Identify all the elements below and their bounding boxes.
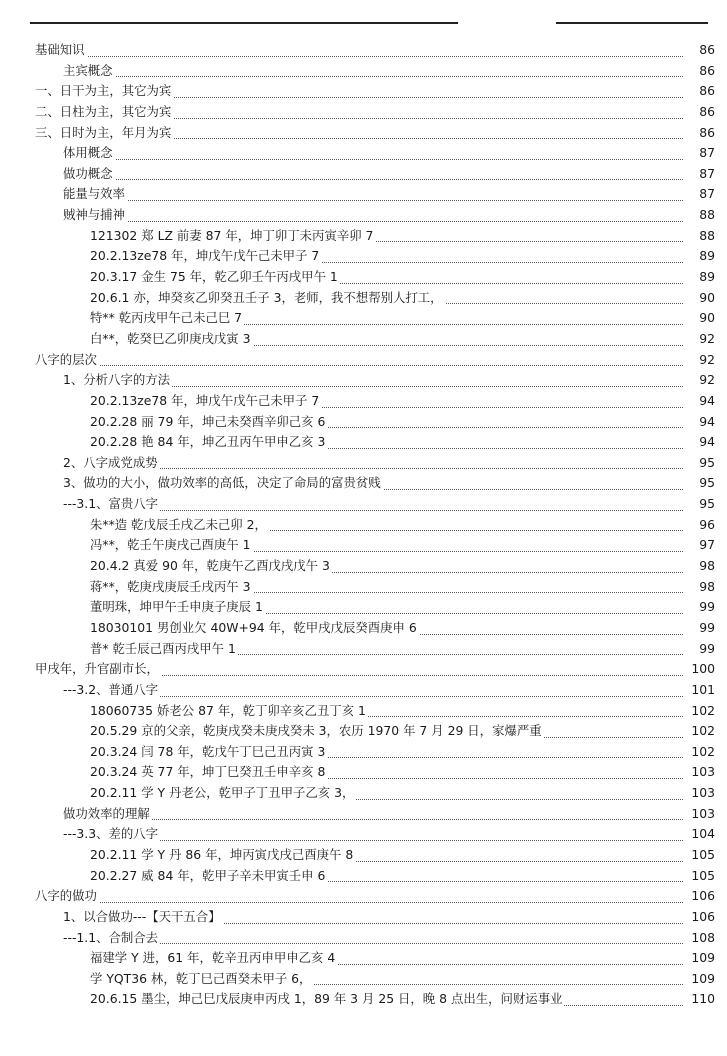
header-rule-right (556, 22, 708, 24)
toc-entry-page: 86 (685, 102, 715, 123)
toc-entry-title: 特** 乾丙戌甲午己未己巳 7 (90, 308, 244, 329)
toc-entry-title: 做功效率的理解 (63, 804, 152, 825)
toc-entry-page: 104 (685, 824, 715, 845)
toc-entry[interactable] (0, 370, 727, 391)
toc-entry-title: 20.5.29 京的父亲，乾庚戌癸未庚戌癸未 3，农历 1970 年 7 月 29 日，家爆严重 (90, 721, 544, 742)
toc-entry-title: ---1.1、合制合去 (63, 928, 160, 949)
toc-entry-page: 95 (685, 494, 715, 515)
toc-entry[interactable] (0, 184, 727, 205)
toc-entry-page: 108 (685, 928, 715, 949)
toc-entry[interactable] (0, 845, 727, 866)
toc-entry[interactable] (0, 659, 727, 680)
toc-entry-page: 86 (685, 123, 715, 144)
toc-entry-title: 一、日干为主，其它为宾 (35, 81, 173, 102)
toc-entry[interactable] (0, 948, 727, 969)
toc-entry-title: 普* 乾壬辰己酉丙戌甲午 1 (90, 639, 238, 660)
toc-entry-page: 87 (685, 143, 715, 164)
toc-entry-page: 105 (685, 845, 715, 866)
toc-entry-title: 20.2.13ze78 年，坤戊午戊午己未甲子 7 (90, 246, 321, 267)
dot-leader (63, 76, 683, 77)
toc-entry-page: 101 (685, 680, 715, 701)
toc-entry-title: 福建学 Y 进，61 年，乾辛丑丙申甲申乙亥 4 (90, 948, 337, 969)
toc-entry-page: 86 (685, 40, 715, 61)
toc-entry[interactable] (0, 81, 727, 102)
toc-entry-title: 18060735 娇老公 87 年，乾丁卯辛亥乙丑丁亥 1 (90, 701, 368, 722)
toc-entry-page: 94 (685, 432, 715, 453)
toc-entry[interactable] (0, 308, 727, 329)
toc-entry-title: 18030101 男创业欠 40W+94 年，乾甲戌戊辰癸酉庚申 6 (90, 618, 419, 639)
toc-entry-page: 99 (685, 639, 715, 660)
toc-entry[interactable] (0, 721, 727, 742)
toc-entry-page: 86 (685, 61, 715, 82)
toc-entry-page: 102 (685, 721, 715, 742)
toc-entry-page: 89 (685, 267, 715, 288)
toc-entry-page: 97 (685, 535, 715, 556)
toc-entry[interactable] (0, 164, 727, 185)
toc-entry-title: 20.2.28 丽 79 年，坤己未癸酉辛卯己亥 6 (90, 412, 327, 433)
toc-entry[interactable] (0, 701, 727, 722)
toc-entry-page: 94 (685, 412, 715, 433)
toc-entry-page: 98 (685, 556, 715, 577)
toc-entry-page: 95 (685, 473, 715, 494)
toc-entry-title: 20.2.27 威 84 年，乾甲子辛未甲寅壬申 6 (90, 866, 327, 887)
toc-entry[interactable] (0, 577, 727, 598)
toc-entry-title: 20.3.24 闫 78 年，乾戊午丁巳己丑丙寅 3 (90, 742, 327, 763)
toc-entry-title: 基础知识 (35, 40, 87, 61)
toc-entry-page: 87 (685, 164, 715, 185)
toc-entry-title: 1、分析八字的方法 (63, 370, 172, 391)
toc-entry-page: 105 (685, 866, 715, 887)
toc-entry[interactable] (0, 866, 727, 887)
toc-entry[interactable] (0, 783, 727, 804)
dot-leader (35, 902, 683, 903)
toc-entry-page: 102 (685, 701, 715, 722)
dot-leader (35, 56, 683, 57)
dot-leader (35, 365, 683, 366)
toc-entry-title: 三、日时为主，年月为宾 (35, 123, 173, 144)
toc-entry-title: 朱**造 乾戊辰壬戌乙未己卯 2， (90, 515, 269, 536)
toc-entry-page: 90 (685, 308, 715, 329)
toc-entry[interactable] (0, 742, 727, 763)
toc-entry[interactable] (0, 267, 727, 288)
toc-entry[interactable] (0, 886, 727, 907)
toc-entry-title: 20.6.1 亦，坤癸亥乙卯癸丑壬子 3，老师，我不想帮别人打工， (90, 288, 445, 309)
toc-entry[interactable] (0, 226, 727, 247)
toc-entry[interactable] (0, 824, 727, 845)
toc-entry-title: 二、日柱为主，其它为宾 (35, 102, 173, 123)
toc-entry-title: 20.2.13ze78 年，坤戊午戊午己未甲子 7 (90, 391, 321, 412)
toc-entry-page: 109 (685, 948, 715, 969)
toc-entry-title: 冯**，乾壬午庚戌己酉庚午 1 (90, 535, 253, 556)
toc-entry-title: 20.2.11 学 Y 丹老公，乾甲子丁丑甲子乙亥 3， (90, 783, 356, 804)
toc-entry-page: 92 (685, 370, 715, 391)
toc-entry-title: 2、八字成党成势 (63, 453, 160, 474)
toc-entry-title: ---3.3、差的八字 (63, 824, 160, 845)
toc-entry[interactable] (0, 246, 727, 267)
toc-entry-page: 87 (685, 184, 715, 205)
toc-entry-title: 董明珠，坤甲午壬申庚子庚辰 1 (90, 597, 265, 618)
toc-entry[interactable] (0, 556, 727, 577)
toc-entry-title: 121302 郑 LZ 前妻 87 年，坤丁卯丁未丙寅辛卯 7 (90, 226, 375, 247)
toc-entry-title: 能量与效率 (63, 184, 127, 205)
dot-leader (63, 179, 683, 180)
table-of-contents (0, 40, 727, 1010)
toc-entry-page: 86 (685, 81, 715, 102)
toc-entry-page: 88 (685, 205, 715, 226)
toc-entry-page: 106 (685, 886, 715, 907)
toc-entry[interactable] (0, 618, 727, 639)
toc-entry-page: 103 (685, 762, 715, 783)
toc-entry-title: 3、做功的大小，做功效率的高低，决定了命局的富贵贫贱 (63, 473, 383, 494)
toc-entry[interactable] (0, 205, 727, 226)
toc-entry-title: 20.6.15 墨尘，坤己巳戊辰庚申丙戌 1，89 年 3 月 25 日，晚 8 点出生，问财运事业 (90, 989, 564, 1010)
toc-entry[interactable] (0, 515, 727, 536)
dot-leader (63, 159, 683, 160)
toc-entry[interactable] (0, 288, 727, 309)
toc-entry[interactable] (0, 969, 727, 990)
toc-entry-title: 20.2.11 学 Y 丹 86 年，坤丙寅戊戌己酉庚午 8 (90, 845, 355, 866)
dot-leader (63, 819, 683, 820)
toc-entry[interactable] (0, 453, 727, 474)
toc-entry-page: 94 (685, 391, 715, 412)
toc-entry[interactable] (0, 597, 727, 618)
toc-entry[interactable] (0, 123, 727, 144)
toc-entry-title: ---3.2、普通八字 (63, 680, 160, 701)
toc-entry-title: ---3.1、富贵八字 (63, 494, 160, 515)
toc-entry[interactable] (0, 40, 727, 61)
header-rule-left (30, 22, 458, 24)
toc-entry[interactable] (0, 61, 727, 82)
toc-entry[interactable] (0, 412, 727, 433)
toc-entry[interactable] (0, 391, 727, 412)
toc-entry-title: 白**，乾癸巳乙卯庚戌戊寅 3 (90, 329, 253, 350)
toc-entry-title: 20.3.24 英 77 年，坤丁巳癸丑壬申辛亥 8 (90, 762, 327, 783)
toc-entry-page: 102 (685, 742, 715, 763)
toc-entry-page: 88 (685, 226, 715, 247)
toc-entry[interactable] (0, 928, 727, 949)
toc-entry[interactable] (0, 350, 727, 371)
toc-entry[interactable] (0, 535, 727, 556)
toc-entry-page: 95 (685, 453, 715, 474)
toc-entry-page: 99 (685, 597, 715, 618)
toc-entry-page: 90 (685, 288, 715, 309)
toc-entry-title: 八字的层次 (35, 350, 99, 371)
toc-entry-page: 103 (685, 804, 715, 825)
toc-entry-page: 98 (685, 577, 715, 598)
toc-entry[interactable] (0, 639, 727, 660)
toc-entry[interactable] (0, 432, 727, 453)
toc-entry[interactable] (0, 494, 727, 515)
toc-entry-page: 92 (685, 329, 715, 350)
toc-entry-title: 20.2.28 艳 84 年，坤乙丑丙午甲申乙亥 3 (90, 432, 327, 453)
toc-entry-page: 92 (685, 350, 715, 371)
toc-entry-title: 蒋**，乾庚戌庚辰壬戌丙午 3 (90, 577, 253, 598)
toc-entry-page: 100 (685, 659, 715, 680)
toc-entry-title: 20.3.17 金生 75 年，乾乙卯壬午丙戌甲午 1 (90, 267, 340, 288)
toc-entry-page: 89 (685, 246, 715, 267)
toc-entry-title: 1、以合做功---【天干五合】 (63, 907, 223, 928)
toc-entry[interactable] (0, 102, 727, 123)
toc-entry[interactable] (0, 680, 727, 701)
toc-entry-page: 109 (685, 969, 715, 990)
toc-entry[interactable] (0, 473, 727, 494)
toc-entry[interactable] (0, 762, 727, 783)
toc-entry[interactable] (0, 329, 727, 350)
toc-entry[interactable] (0, 143, 727, 164)
toc-entry[interactable] (0, 989, 727, 1010)
toc-entry-page: 96 (685, 515, 715, 536)
toc-entry-title: 主宾概念 (63, 61, 115, 82)
toc-entry-page: 106 (685, 907, 715, 928)
toc-entry-title: 八字的做功 (35, 886, 99, 907)
toc-entry-title: 甲戌年，升官副市长， (35, 659, 161, 680)
dot-leader (63, 221, 683, 222)
dot-leader (63, 200, 683, 201)
toc-entry-title: 20.4.2 真爱 90 年，乾庚午乙酉戊戌戊午 3 (90, 556, 332, 577)
toc-entry-page: 110 (685, 989, 715, 1010)
toc-entry[interactable] (0, 907, 727, 928)
toc-entry[interactable] (0, 804, 727, 825)
toc-entry-title: 体用概念 (63, 143, 115, 164)
toc-entry-title: 学 YQT36 林，乾丁巳己酉癸未甲子 6， (90, 969, 313, 990)
toc-entry-page: 103 (685, 783, 715, 804)
toc-entry-title: 贼神与捕神 (63, 205, 127, 226)
toc-entry-title: 做功概念 (63, 164, 115, 185)
toc-entry-page: 99 (685, 618, 715, 639)
